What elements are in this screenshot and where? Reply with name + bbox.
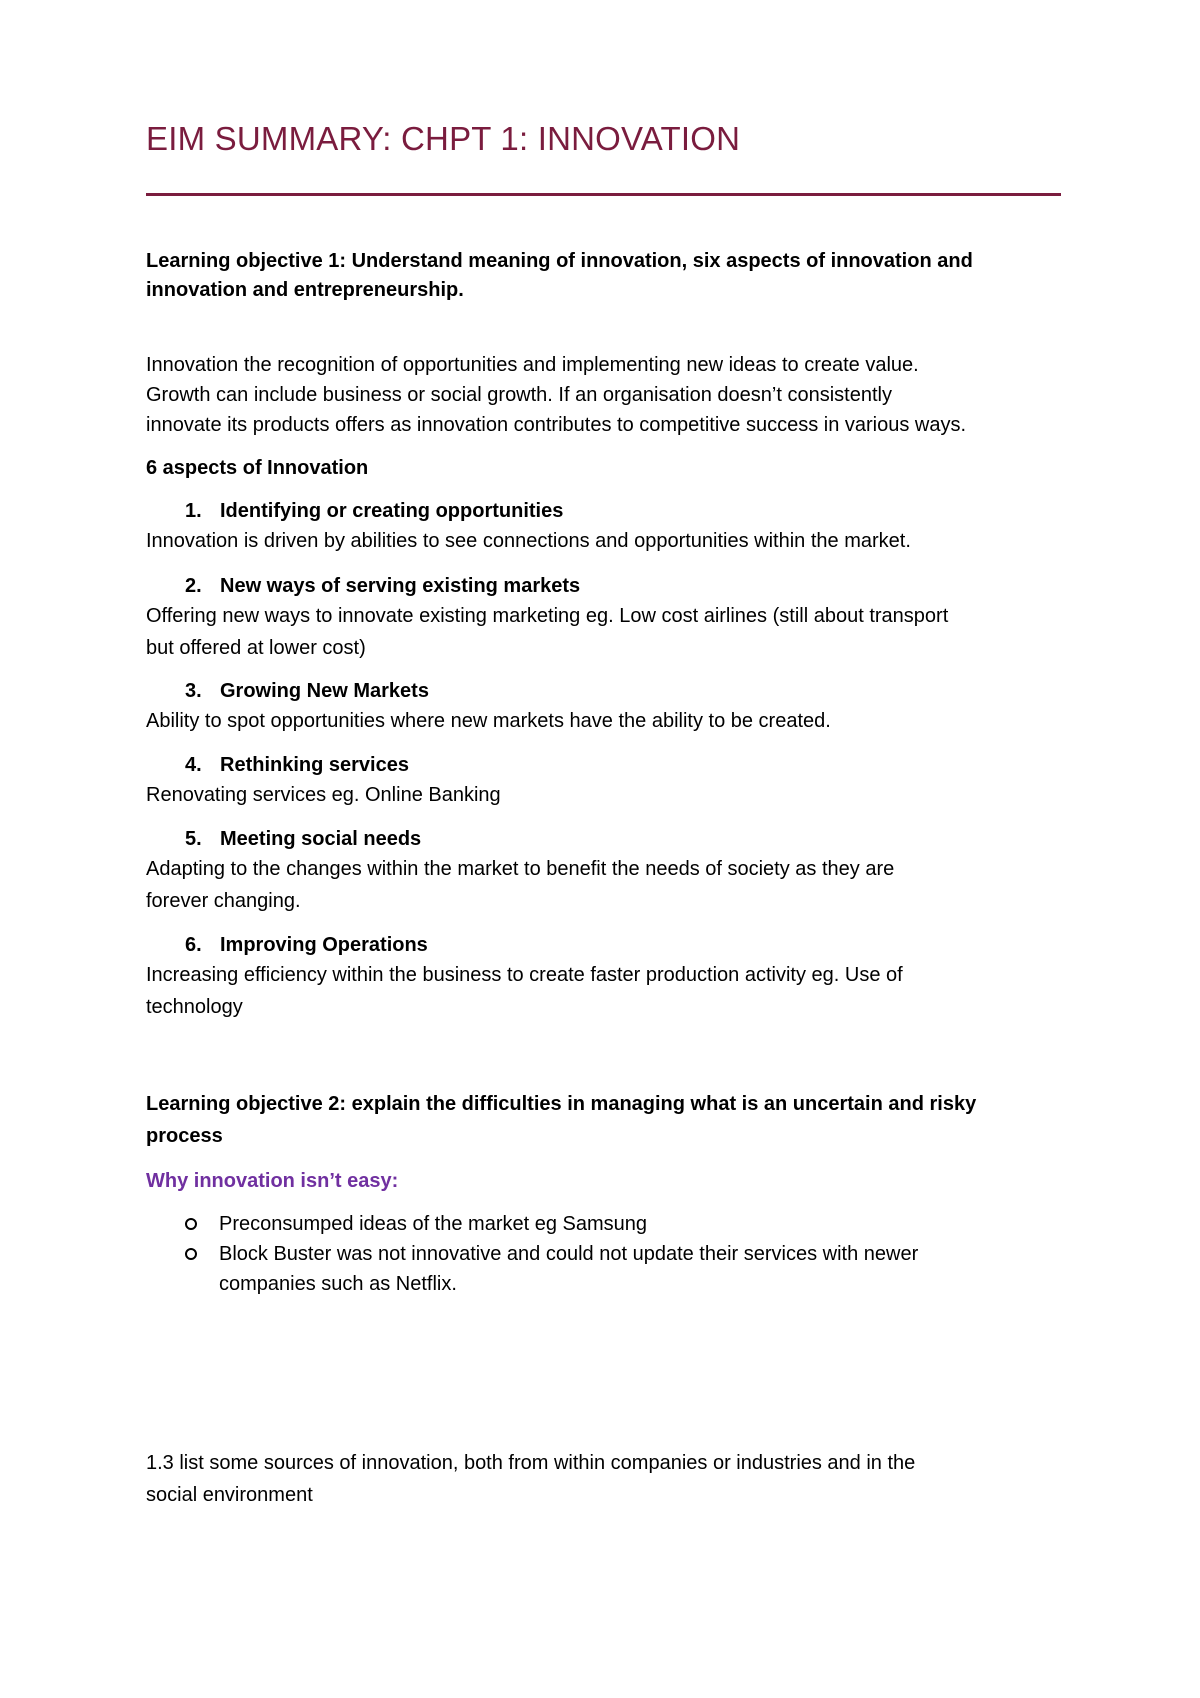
aspect-description: Renovating services eg. Online Banking <box>146 784 501 806</box>
aspect-description: Innovation is driven by abilities to see connections and opportunities within the market. <box>146 530 911 552</box>
aspect-heading <box>185 824 421 854</box>
aspect-description: Adapting to the changes within the market to benefit the needs of society as they are <box>146 858 895 880</box>
aspect-heading <box>185 750 409 780</box>
aspect-number: 4. <box>185 754 202 776</box>
objective-2-line-1: Learning objective 2: explain the difficulties in managing what is an uncertain and risky <box>146 1093 977 1115</box>
aspect-description: Ability to spot opportunities where new markets have the ability to be created. <box>146 710 831 732</box>
intro-line-2: Growth can include business or social growth. If an organisation doesn’t consistently <box>146 384 892 406</box>
intro-line-1: Innovation the recognition of opportunities and implementing new ideas to create value. <box>146 354 919 376</box>
aspect-heading <box>185 930 428 960</box>
aspect-heading <box>185 496 563 526</box>
aspect-description: but offered at lower cost) <box>146 637 366 659</box>
aspect-description: Offering new ways to innovate existing marketing eg. Low cost airlines (still about transport <box>146 605 949 627</box>
title-underline <box>146 193 1061 196</box>
aspects-heading: 6 aspects of Innovation <box>146 457 369 479</box>
circle-bullet-icon <box>185 1218 197 1230</box>
aspect-description: Increasing efficiency within the business to create faster production activity eg. Use of <box>146 964 903 986</box>
document-title: EIM SUMMARY: CHPT 1: INNOVATION <box>146 120 741 157</box>
aspect-number: 1. <box>185 500 202 522</box>
objective-3-line-2: social environment <box>146 1484 313 1506</box>
bullet-text: companies such as Netflix. <box>219 1273 457 1295</box>
aspect-title: Improving Operations <box>220 934 428 956</box>
aspect-number: 3. <box>185 680 202 702</box>
why-innovation-heading: Why innovation isn’t easy: <box>146 1170 399 1192</box>
aspect-title: Meeting social needs <box>220 828 422 850</box>
aspect-number: 2. <box>185 575 202 597</box>
aspect-title: Rethinking services <box>220 754 409 776</box>
aspect-heading <box>185 676 429 706</box>
aspect-title: Growing New Markets <box>220 680 429 702</box>
aspect-title: New ways of serving existing markets <box>220 575 581 597</box>
aspect-description: forever changing. <box>146 890 301 912</box>
objective-2-line-2: process <box>146 1125 223 1147</box>
aspect-number: 5. <box>185 828 202 850</box>
aspect-number: 6. <box>185 934 202 956</box>
bullet-item <box>185 1239 1065 1299</box>
objective-1-line-1: Learning objective 1: Understand meaning of innovation, six aspects of innovation and <box>146 250 973 272</box>
circle-bullet-icon <box>185 1248 197 1260</box>
bullet-text: Block Buster was not innovative and could not update their services with newer <box>219 1243 919 1265</box>
aspect-description: technology <box>146 996 243 1018</box>
bullet-item <box>185 1209 1065 1239</box>
aspect-title: Identifying or creating opportunities <box>220 500 564 522</box>
bullet-text: Preconsumped ideas of the market eg Samsung <box>219 1213 648 1235</box>
objective-1-line-2: innovation and entrepreneurship. <box>146 279 464 301</box>
aspect-heading <box>185 571 580 601</box>
objective-3-line-1: 1.3 list some sources of innovation, both from within companies or industries and in the <box>146 1452 916 1474</box>
intro-line-3: innovate its products offers as innovation contributes to competitive success in various ways. <box>146 414 967 436</box>
